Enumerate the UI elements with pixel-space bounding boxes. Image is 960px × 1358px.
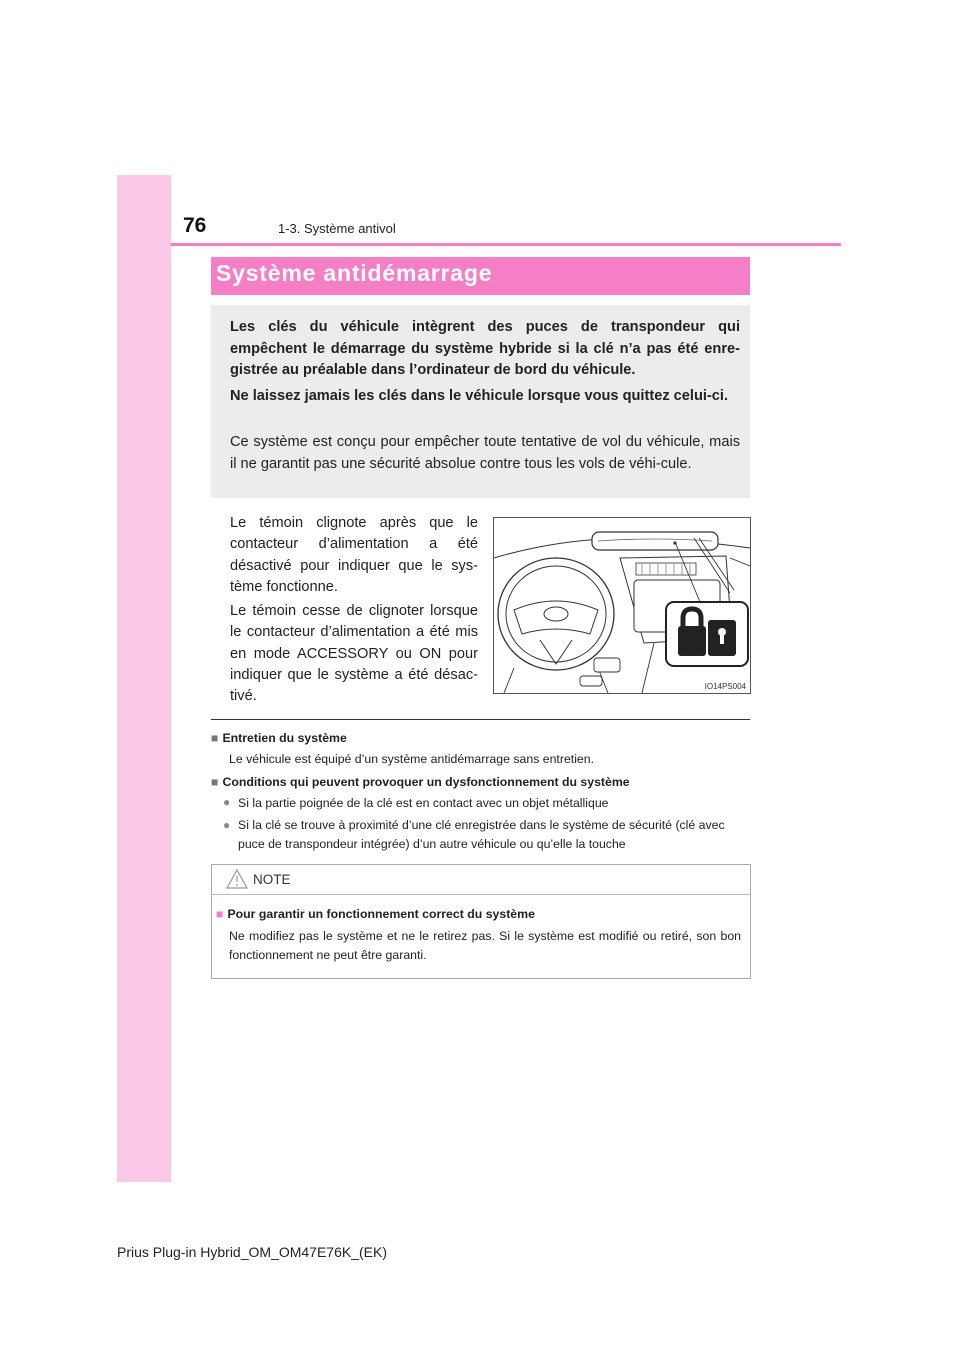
section-heading: 1-3. Système antivol (278, 221, 396, 236)
round-bullet-icon: ● (223, 818, 231, 832)
intro-paragraph-1: Les clés du véhicule intègrent des puces de transpondeur qui empêchent le démarrage du système hybride si la clé n’a pas été enre-gistrée au préalable dans l’ordinateur de bord du véhicule. (230, 319, 740, 378)
item-text-maintenance: Le véhicule est équipé d’un système antidémarrage sans entretien. (229, 752, 595, 766)
note-heading: ■ Pour garantir un fonctionnement correct du système (216, 907, 535, 921)
square-bullet-icon: ■ (211, 775, 219, 789)
intro-paragraph-2: Ne laissez jamais les clés dans le véhicule lorsque vous quittez celui-ci. (230, 388, 729, 404)
dashboard-illustration (493, 517, 751, 694)
footer-document-id: Prius Plug-in Hybrid_OM_OM47E76K_(EK) (117, 1244, 387, 1260)
header-rule (171, 243, 841, 246)
note-divider (211, 894, 750, 895)
square-bullet-icon: ■ (211, 731, 219, 745)
figure-code: IO14PS004 (704, 682, 746, 691)
body-paragraph-2: Le témoin cesse de clignoter lorsque le contacteur d’alimentation a été mis en mode ACCESSORY ou ON pour indiquer que le système a été désac-tivé. (230, 603, 478, 705)
item-heading-maintenance: ■ Entretien du système (211, 731, 347, 745)
page-number: 76 (183, 214, 207, 237)
warning-triangle-icon (226, 869, 248, 889)
page-side-tab (117, 175, 171, 1182)
malfunction-bullet-1: Si la partie poignée de la clé est en contact avec un objet métallique (238, 796, 609, 810)
round-bullet-icon: ● (223, 795, 231, 809)
page-title: Système antidémarrage (216, 260, 493, 286)
note-text: Ne modifiez pas le système et ne le retirez pas. Si le système est modifié ou retiré, son bon fonctionnement ne peut être garanti. (229, 929, 741, 962)
intro-paragraph-3: Ce système est conçu pour empêcher toute tentative de vol du véhicule, mais il ne garantit pas une sécurité absolue contre tous les vols de véhi-cule. (230, 434, 740, 472)
item-heading-malfunction: ■ Conditions qui peuvent provoquer un dysfonctionnement du système (211, 775, 630, 789)
section-divider (211, 719, 750, 720)
dashboard-drawing (494, 518, 750, 693)
note-label: NOTE (253, 872, 291, 887)
square-bullet-icon: ■ (216, 907, 224, 921)
body-paragraph-1: Le témoin clignote après que le contacteur d’alimentation a été désactivé pour indiquer que le sys-tème fonctionne. (230, 515, 478, 595)
malfunction-bullet-2: Si la clé se trouve à proximité d’une clé enregistrée dans le système de sécurité (clé avec puce de transpondeur intégrée) d’un autre véhicule ou qu’elle la touche (238, 818, 725, 851)
